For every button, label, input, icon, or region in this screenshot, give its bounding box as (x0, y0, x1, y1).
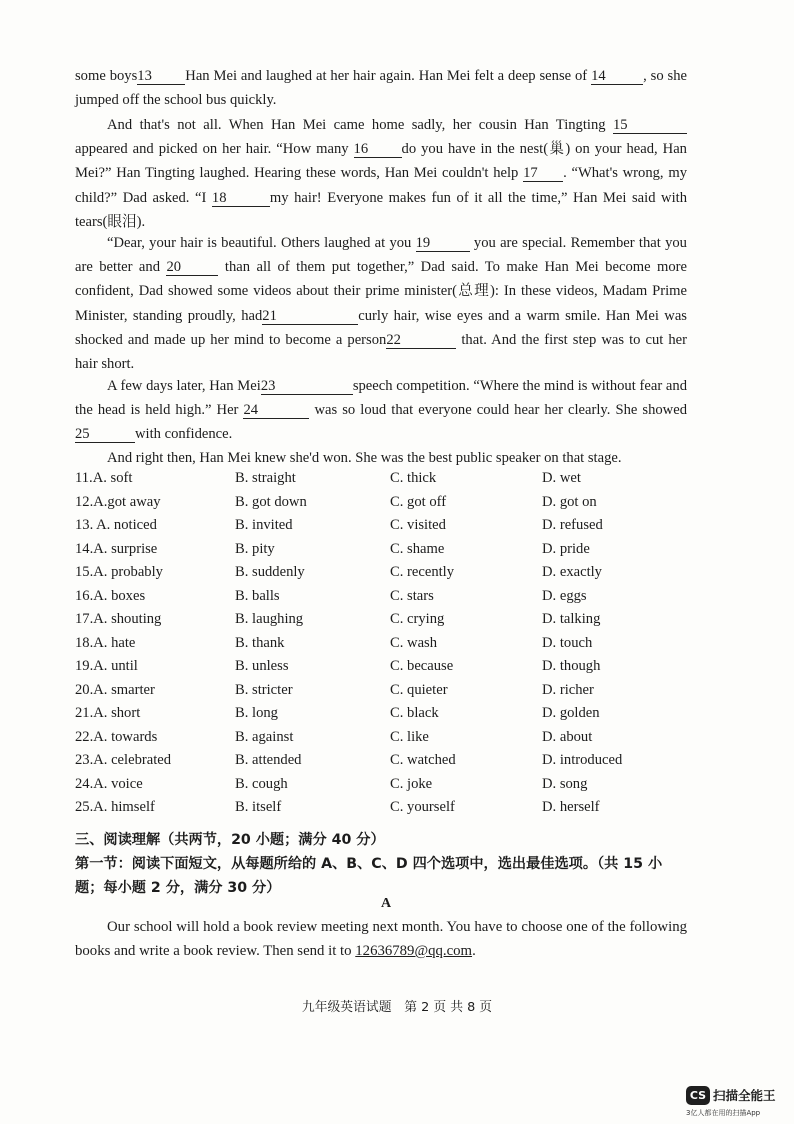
passage-letter: A (380, 896, 392, 911)
camscanner-name: 扫描全能王 (713, 1088, 776, 1103)
option-a: 22.A. towards (75, 728, 158, 745)
option-d: D. herself (542, 799, 600, 815)
option-a: 20.A. smarter (75, 681, 155, 698)
camscanner-watermark (686, 1086, 786, 1122)
option-a: 23.A. celebrated (75, 752, 172, 768)
passage-text: And that's not all. When Han Mei came home sadly, her cousin Han Tingting (107, 117, 606, 133)
option-c: C. visited (390, 517, 446, 533)
passage-paragraph-5: And right then, Han Mei knew she'd won. She was the best public speaker on that stage. (107, 450, 622, 466)
passage-text: speech competition. “Where the mind is without fear and the head is held high.” Her (75, 378, 687, 419)
camscanner-logo-icon: CS (686, 1086, 710, 1105)
option-b: B. invited (235, 517, 293, 533)
blank-13: 13 (137, 68, 185, 85)
passage-text: A few days later, Han Mei (107, 378, 261, 394)
option-c: C. shame (390, 540, 445, 557)
page-footer: 九年级英语试题 第 2 页 共 8 页 (301, 1000, 493, 1015)
option-d: D. pride (542, 540, 590, 557)
blank-19: 19 (416, 235, 470, 252)
option-c: C. wash (390, 634, 438, 651)
option-b: B. against (235, 728, 294, 745)
passage-text: . (472, 943, 476, 960)
option-row (75, 799, 715, 823)
option-a: 14.A. surprise (75, 540, 158, 557)
passage-paragraph-4 (75, 374, 687, 447)
option-d: D. wet (542, 470, 581, 486)
option-c: C. watched (390, 752, 456, 768)
blank-20: 20 (166, 259, 218, 276)
blank-25: 25 (75, 426, 135, 443)
option-row (75, 658, 715, 682)
option-c: C. thick (390, 470, 437, 486)
passage-text: appeared and picked on her hair. “How many (75, 141, 349, 158)
option-b: B. suddenly (235, 564, 305, 580)
option-b: B. thank (235, 634, 285, 651)
passage-text: some boys (75, 68, 138, 84)
passage-paragraph-1 (75, 64, 687, 112)
option-a: 17.A. shouting (75, 611, 162, 627)
option-d: D. touch (542, 634, 593, 651)
option-c: C. got off (390, 493, 447, 510)
blank-21: 21 (262, 308, 358, 325)
blank-16: 16 (354, 141, 402, 158)
option-b: B. long (235, 705, 278, 721)
passage-text: , (643, 68, 647, 84)
passage-paragraph-2 (75, 113, 687, 234)
option-row (75, 705, 715, 729)
option-row (75, 776, 715, 800)
option-b: B. got down (235, 493, 307, 510)
option-a: 13. A. noticed (75, 517, 157, 533)
passage-text: so she jumped off the school bus quickly. (75, 68, 687, 109)
option-b: B. cough (235, 775, 288, 792)
option-d: D. song (542, 775, 588, 792)
passage-text: that. And the first step was to cut her hair short. (75, 331, 687, 373)
option-a: 12.A.got away (75, 493, 161, 510)
blank-22: 22 (386, 332, 456, 349)
option-b: B. stricter (235, 681, 293, 698)
option-c: C. stars (390, 587, 434, 604)
option-d: D. eggs (542, 587, 587, 604)
option-b: B. straight (235, 470, 296, 486)
option-row (75, 494, 715, 518)
option-row (75, 611, 715, 635)
option-c: C. recently (390, 564, 455, 580)
camscanner-tagline: 3亿人都在用的扫描App (686, 1109, 761, 1117)
option-c: C. because (390, 658, 454, 674)
blank-15: 15 (613, 117, 687, 134)
passage-text: do you have in the nest(巢) on your head, (401, 141, 658, 158)
option-c: C. crying (390, 611, 445, 627)
option-b: B. pity (235, 540, 275, 557)
passage-paragraph-3 (75, 231, 687, 376)
option-a: 21.A. short (75, 705, 141, 721)
passage-text: you are special. Remember that you are better and (75, 235, 687, 276)
email-link[interactable]: 12636789@qq.com (355, 943, 473, 960)
passage-text: Our school will hold a book review meeting next month. You have to choose one of the following books and write a book review. Then send it to (75, 919, 687, 960)
passage-text: than all of them put together,” Dad said. To make Han Mei become more confident, Dad showed some videos about their prime minister(总理): In these videos, Madam Prime Minister, standing proudly, had (75, 259, 687, 324)
option-a: 16.A. boxes (75, 587, 146, 604)
option-b: B. balls (235, 587, 280, 604)
option-b: B. itself (235, 799, 282, 815)
option-row (75, 635, 715, 659)
section-title: 三、阅读理解（共两节，20 小题；满分 40 分） (75, 832, 385, 848)
passage-text: Han Mei?” Han Tingting laughed. Hearing these words, Han Mei couldn't help (75, 141, 687, 182)
option-d: D. richer (542, 681, 594, 698)
option-row (75, 682, 715, 706)
option-d: D. got on (542, 493, 597, 510)
passage-text: my hair! Everyone makes fun of it all the time,” Han Mei said with tears(眼泪). (75, 189, 687, 230)
passage-text: . “What's wrong, my child?” Dad asked. “I (75, 165, 687, 206)
option-a: 19.A. until (75, 658, 138, 674)
option-row (75, 752, 715, 776)
blank-18: 18 (212, 190, 270, 207)
option-c: C. quieter (390, 681, 448, 698)
option-d: D. though (542, 658, 601, 674)
option-row (75, 588, 715, 612)
option-d: D. refused (542, 517, 603, 533)
option-a: 25.A. himself (75, 799, 155, 815)
reading-passage-a (75, 915, 687, 963)
option-b: B. laughing (235, 611, 304, 627)
option-row (75, 564, 715, 588)
blank-24: 24 (243, 402, 309, 419)
passage-text: with confidence. (135, 426, 233, 443)
passage-text: was so loud that everyone could hear her clearly. She showed (314, 402, 687, 419)
option-c: C. black (390, 705, 439, 721)
blank-17: 17 (523, 165, 563, 182)
passage-text: curly hair, wise eyes and a warm smile. Han Mei was shocked and made up her mind to become a person (75, 307, 687, 348)
blank-23: 23 (261, 378, 353, 395)
option-d: D. introduced (542, 752, 623, 768)
option-c: C. joke (390, 775, 433, 792)
section-instruction: 第一节：阅读下面短文，从每题所给的 A、B、C、D 四个选项中，选出最佳选项。（共 15 小题；每小题 2 分，满分 30 分） (75, 856, 663, 896)
option-d: D. talking (542, 611, 601, 627)
option-a: 24.A. voice (75, 775, 143, 792)
option-b: B. attended (235, 752, 302, 768)
blank-14: 14 (591, 68, 643, 85)
passage-text: Han Mei and laughed at her hair again. Han Mei felt a deep sense of (185, 68, 588, 84)
option-a: 18.A. hate (75, 634, 136, 651)
option-row (75, 517, 715, 541)
option-a: 15.A. probably (75, 564, 163, 580)
option-row (75, 541, 715, 565)
option-c: C. yourself (390, 799, 455, 815)
passage-text: “Dear, your hair is beautiful. Others laughed at you (107, 235, 412, 251)
option-a: 11.A. soft (75, 470, 133, 486)
option-c: C. like (390, 728, 429, 745)
option-row (75, 470, 715, 494)
option-d: D. about (542, 728, 593, 745)
option-row (75, 729, 715, 753)
options-list (75, 470, 715, 823)
option-d: D. golden (542, 705, 600, 721)
option-d: D. exactly (542, 564, 602, 580)
option-b: B. unless (235, 658, 289, 674)
